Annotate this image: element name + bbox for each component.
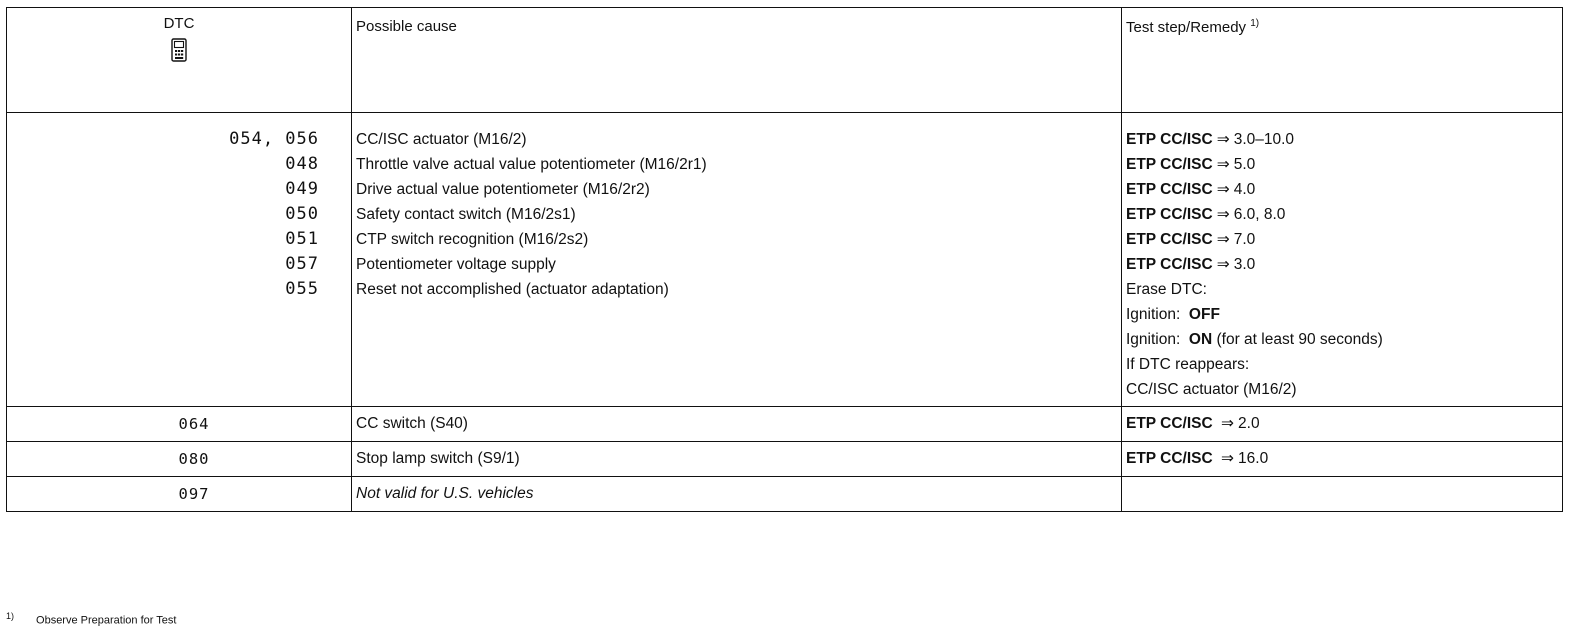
- dtc-code: 057: [285, 254, 319, 274]
- header-cause-label: Possible cause: [356, 18, 457, 35]
- dtc-code: 054, 056: [229, 129, 319, 149]
- remedy-prefix: ETP CC/ISC: [1126, 415, 1213, 432]
- remedy-prefix: ETP CC/ISC: [1126, 231, 1213, 248]
- cause-text: CC/ISC actuator (M16/2): [356, 131, 527, 148]
- footnote-mark: 1): [6, 611, 15, 621]
- remedy-prefix: ETP CC/ISC: [1126, 256, 1213, 273]
- cause-text: Not valid for U.S. vehicles: [352, 477, 1122, 512]
- dtc-code: 048: [285, 154, 319, 174]
- header-remedy: [1122, 8, 1563, 113]
- header-cause: [352, 8, 1122, 113]
- remedy-value: 3.0–10.0: [1233, 131, 1295, 148]
- dtc-code: 049: [285, 179, 319, 199]
- table-row: [7, 442, 1563, 477]
- cause-text: Stop lamp switch (S9/1): [352, 442, 1122, 477]
- ignition-on-duration: (for at least 90 seconds): [1216, 331, 1383, 348]
- remedy-prefix: ETP CC/ISC: [1126, 450, 1213, 467]
- dtc-code: 050: [285, 204, 319, 224]
- cause-text: Throttle valve actual value potentiometer (M16/2r1): [356, 156, 707, 173]
- erase-dtc-line: Erase DTC:: [1126, 281, 1207, 298]
- table-row: [7, 477, 1563, 512]
- remedy-line: [1122, 442, 1563, 477]
- actuator-line: CC/ISC actuator (M16/2): [1126, 381, 1297, 398]
- remedy-empty: [1122, 477, 1563, 512]
- cause-text: Safety contact switch (M16/2s1): [356, 206, 576, 223]
- footnote-ref: 1): [1250, 18, 1260, 29]
- dtc-code: 055: [285, 279, 319, 299]
- remedy-line: [1122, 407, 1563, 442]
- arrow-icon: ⇒: [1216, 206, 1230, 223]
- remedy-prefix: ETP CC/ISC: [1126, 181, 1213, 198]
- main-remedies: [1122, 113, 1563, 407]
- remedy-value: 2.0: [1238, 415, 1260, 432]
- ignition-label: Ignition:: [1126, 331, 1181, 348]
- diagnostic-tester-icon: [171, 38, 187, 62]
- remedy-line: [1126, 252, 1562, 277]
- remedy-line: [1126, 127, 1562, 152]
- header-row: [7, 8, 1563, 113]
- remedy-value: 16.0: [1238, 450, 1269, 467]
- arrow-icon: ⇒: [1216, 231, 1230, 248]
- remedy-value: 3.0: [1233, 256, 1256, 273]
- remedy-line: [1126, 152, 1562, 177]
- arrow-icon: ⇒: [1216, 156, 1230, 173]
- header-dtc: [7, 8, 352, 113]
- main-block-row: [7, 113, 1563, 407]
- arrow-icon: ⇒: [1216, 131, 1230, 148]
- ignition-off: OFF: [1188, 306, 1220, 323]
- cause-text: CC switch (S40): [352, 407, 1122, 442]
- remedy-line: [1126, 177, 1562, 202]
- ignition-label: Ignition:: [1126, 306, 1181, 323]
- ignition-on: ON: [1188, 331, 1213, 348]
- cause-text: CTP switch recognition (M16/2s2): [356, 231, 589, 248]
- ignition-on-line: [1126, 327, 1562, 352]
- remedy-prefix: ETP CC/ISC: [1126, 156, 1213, 173]
- remedy-line: [1126, 202, 1562, 227]
- arrow-icon: ⇒: [1216, 181, 1230, 198]
- cause-text: Reset not accomplished (actuator adaptation): [356, 281, 669, 298]
- header-remedy-label: Test step/Remedy: [1126, 19, 1247, 36]
- remedy-value: 7.0: [1233, 231, 1256, 248]
- main-causes: [352, 113, 1122, 407]
- remedy-value: 4.0: [1233, 181, 1256, 198]
- reappear-line: If DTC reappears:: [1126, 356, 1250, 373]
- dtc-code: 051: [285, 229, 319, 249]
- remedy-prefix: ETP CC/ISC: [1126, 131, 1213, 148]
- remedy-value: 6.0, 8.0: [1233, 206, 1286, 223]
- dtc-code: 064: [7, 407, 352, 442]
- dtc-code: 097: [7, 477, 352, 512]
- ignition-off-line: [1126, 302, 1562, 327]
- remedy-line: [1126, 227, 1562, 252]
- arrow-icon: ⇒: [1221, 415, 1235, 432]
- cause-text: Potentiometer voltage supply: [356, 256, 556, 273]
- main-codes: [7, 113, 352, 407]
- dtc-code: 080: [7, 442, 352, 477]
- arrow-icon: ⇒: [1221, 450, 1235, 467]
- cause-text: Drive actual value potentiometer (M16/2r2): [356, 181, 650, 198]
- table-row: [7, 407, 1563, 442]
- footnote: [6, 611, 176, 627]
- header-dtc-label: DTC: [163, 15, 195, 32]
- remedy-prefix: ETP CC/ISC: [1126, 206, 1213, 223]
- arrow-icon: ⇒: [1216, 256, 1230, 273]
- footnote-text: Observe Preparation for Test: [36, 614, 177, 627]
- remedy-value: 5.0: [1233, 156, 1256, 173]
- dtc-table: [6, 7, 1563, 512]
